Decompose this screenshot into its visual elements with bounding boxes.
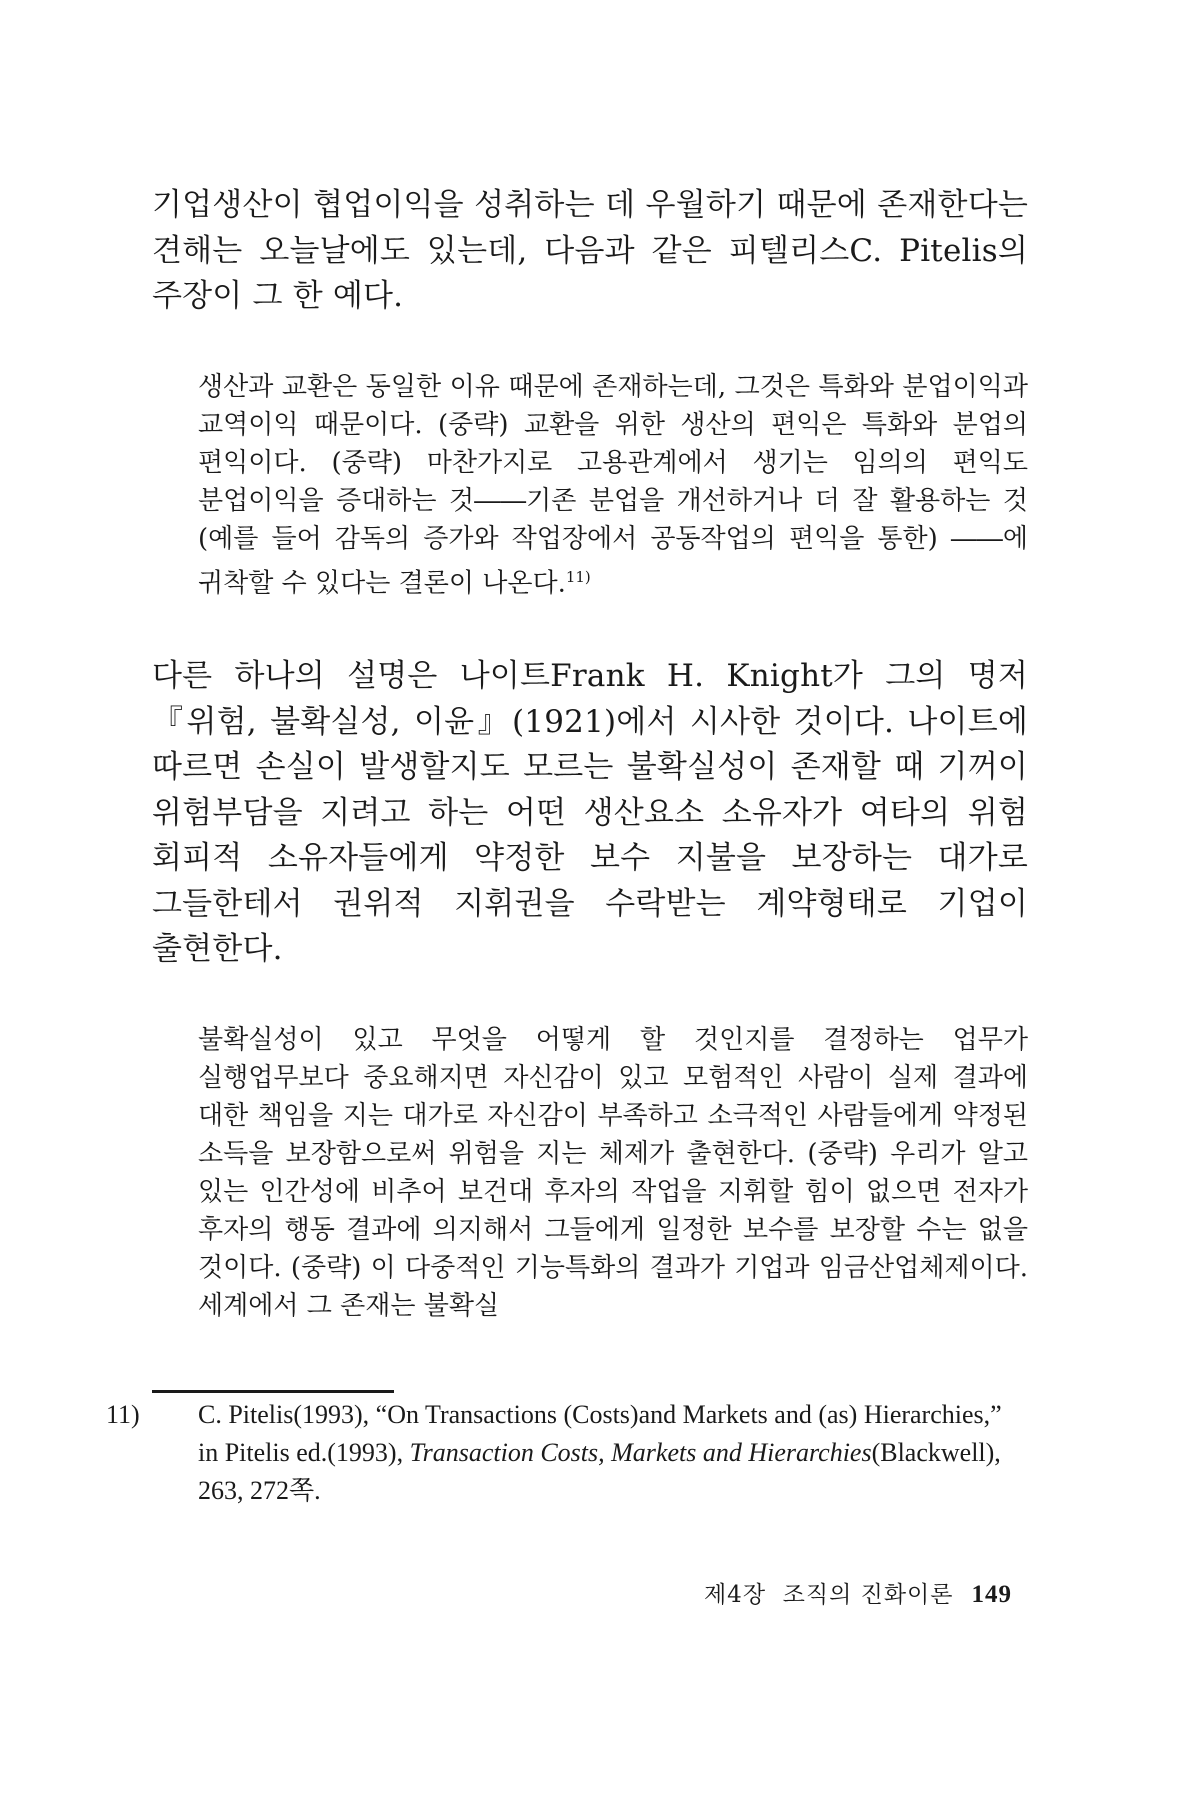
- block-quote: [152, 368, 1028, 603]
- footnote-divider: [152, 1390, 394, 1393]
- footnote-publisher: (Blackwell), 263, 272쪽.: [198, 1438, 1001, 1505]
- body-paragraph: 다른 하나의 설명은 나이트Frank H. Knight가 그의 명저 『위험, 불확실성, 이윤』(1921)에서 시사한 것이다. 나이트에 따르면 손실이 발생할지도 모르는 불확실성이 존재할 때 기꺼이 위험부담을 지려고 하는 어떤 생산요소 소유자가 여타의 위험 회피적 소유자들에게 약정한 보수 지불을 보장하는 대가로 그들한테서 권위적 지휘권을 수락받는 계약형태로 기업이 출현한다.: [152, 658, 1028, 968]
- footnote-body: [106, 1396, 1028, 1510]
- footnote: [106, 1396, 1028, 1510]
- footnote-reference[interactable]: 11): [565, 567, 591, 586]
- footnote-citation: C. Pitelis(1993), “On Transactions (Costs)and Markets and (as) Hierarchies,” in Pitelis ed.(1993),: [198, 1400, 1002, 1467]
- page-body: [152, 183, 1028, 1325]
- footnote-book-title: Transaction Costs, Markets and Hierarchies: [409, 1438, 872, 1467]
- chapter-title: 제4장 조직의 진화이론: [703, 1582, 954, 1608]
- page-number: 149: [971, 1581, 1012, 1608]
- body-paragraph: 기업생산이 협업이익을 성취하는 데 우월하기 때문에 존재한다는 견해는 오늘날에도 있는데, 다음과 같은 피텔리스C. Pitelis의 주장이 그 한 예다.: [152, 187, 1028, 314]
- block-quote: 불확실성이 있고 무엇을 어떻게 할 것인지를 결정하는 업무가 실행업무보다 중요해지면 자신감이 있고 모험적인 사람이 실제 결과에 대한 책임을 지는 대가로 자신감이 부족하고 소극적인 사람들에게 약정된 소득을 보장함으로써 위험을 지는 체제가 출현한다. (중략) 우리가 알고 있는 인간성에 비추어 보건대 후자의 작업을 지휘할 힘이 없으면 전자가 후자의 행동 결과에 의지해서 그들에게 일정한 보수를 보장할 수는 없을 것이다. (중략) 이 다중적인 기능특화의 결과가 기업과 임금산업체제이다. 세계에서 그 존재는 불확실: [198, 1024, 1028, 1321]
- footnote-number: 11): [106, 1400, 140, 1429]
- running-footer: [704, 1576, 1012, 1609]
- block-quote-text: 생산과 교환은 동일한 이유 때문에 존재하는데, 그것은 특화와 분업이익과 교역이익 때문이다. (중략) 교환을 위한 생산의 편익은 특화와 분업의 편익이다. (중략) 마찬가지로 고용관계에서 생기는 임의의 편익도 분업이익을 증대하는 것――기존 분업을 개선하거나 더 잘 활용하는 것(예를 들어 감독의 증가와 작업장에서 공동작업의 편익을 통한) ――에 귀착할 수 있다는 결론이 나온다.: [198, 371, 1028, 599]
